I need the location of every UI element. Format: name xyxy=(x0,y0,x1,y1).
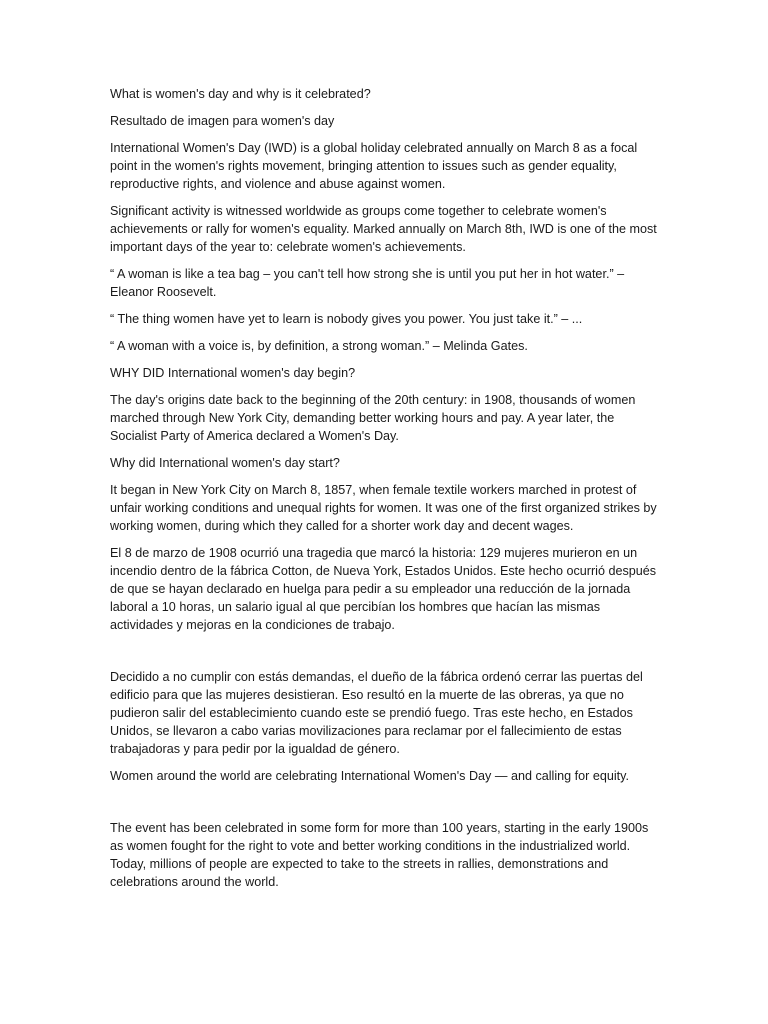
history-paragraph: The event has been celebrated in some form for more than 100 years, starting in the early 1900s as women fought for the right to vote and better working conditions in the industrialized world. Today, millions of people are expected to take to the streets in rallies, demonstrations and celebrations around the world. xyxy=(110,821,649,889)
question-heading: What is women's day and why is it celebrated? xyxy=(110,87,371,101)
why-begin-heading: WHY DID International women's day begin? xyxy=(110,366,356,380)
iwd-definition-paragraph: International Women's Day (IWD) is a global holiday celebrated annually on March 8 as a focal point in the women's rights movement, bringing attention to issues such as gender equality, reproductive rights, and violence and abuse against women. xyxy=(110,141,638,191)
quote-power: “ The thing women have yet to learn is nobody gives you power. You just take it.” – ... xyxy=(110,312,583,326)
spanish-factory-paragraph: Decidido a no cumplir con estás demandas, el dueño de la fábrica ordenó cerrar las puertas del edificio para que las mujeres desistieran. Eso resultó en la muerte de las obreras, ya que no pudieron salir del establecimiento cuando este se prendió fuego. Tras este hecho, en Estados Unidos, se llevaron a cabo varias movilizaciones para reclamar por el fallecimiento de estas trabajadoras y para pedir por la igualdad de género. xyxy=(110,670,643,756)
why-start-heading: Why did International women's day start? xyxy=(110,456,340,470)
origins-paragraph: The day's origins date back to the beginning of the 20th century: in 1908, thousands of women marched through New York City, demanding better working hours and pay. A year later, the Socialist Party of America declared a Women's Day. xyxy=(110,393,636,443)
equity-line: Women around the world are celebrating International Women's Day — and calling for equity. xyxy=(110,769,630,783)
quote-roosevelt: “ A woman is like a tea bag – you can't tell how strong she is until you put her in hot water.” – Eleanor Roosevelt. xyxy=(110,267,625,299)
significance-paragraph: Significant activity is witnessed worldwide as groups come together to celebrate women's achievements or rally for women's equality. Marked annually on March 8th, IWD is one of the most important days of the year to: celebrate women's achievements. xyxy=(110,204,657,254)
spanish-tragedy-paragraph: El 8 de marzo de 1908 ocurrió una tragedia que marcó la historia: 129 mujeres murieron en un incendio dentro de la fábrica Cotton, de Nueva York, Estados Unidos. Este hecho ocurrió después de que se hayan declarado en huelga para pedir a su empleador una reducción de la jornada laboral a 10 horas, un salario igual al que percibían los hombres que hacían las mismas actividades y mejoras en la condiciones de trabajo. xyxy=(110,546,657,632)
image-result-line: Resultado de imagen para women's day xyxy=(110,114,335,128)
document-body xyxy=(110,85,662,900)
nyc-1857-paragraph: It began in New York City on March 8, 1857, when female textile workers marched in protest of unfair working conditions and unequal rights for women. It was one of the first organized strikes by working women, during which they called for a shorter work day and decent wages. xyxy=(110,483,657,533)
quote-gates: “ A woman with a voice is, by definition, a strong woman.” – Melinda Gates. xyxy=(110,339,528,353)
